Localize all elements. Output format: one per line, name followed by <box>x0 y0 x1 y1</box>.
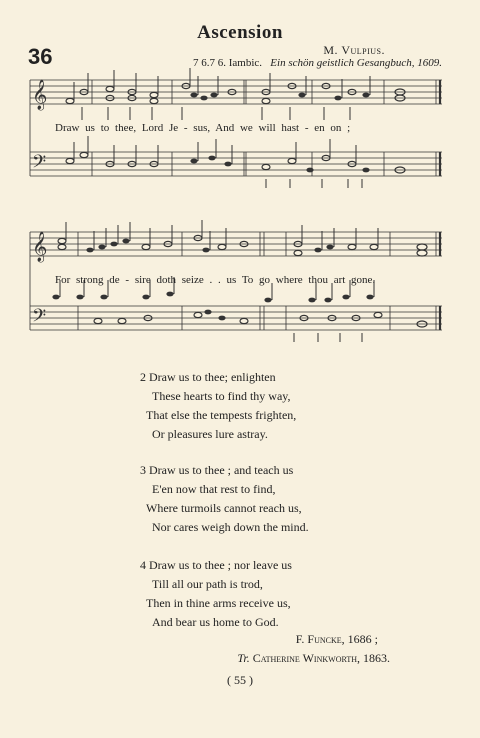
verse-line: And bear us home to God. <box>152 615 279 629</box>
lyrics-line-2: For strong de - sire doth seize . . us To go where thou art gone. <box>55 274 376 286</box>
verse-line: Then in thine arms receive us, <box>146 596 291 610</box>
svg-text:𝄢: 𝄢 <box>32 151 47 176</box>
verse-line: That else the tempests frighten, <box>146 408 297 422</box>
verse-line: Draw us to thee ; nor leave us <box>149 558 292 572</box>
author-credit: F. Funcke, 1686 ; <box>295 632 378 646</box>
verse-line: Till all our path is trod, <box>152 577 263 591</box>
composer-credit: M. Vulpius. <box>323 43 385 57</box>
verse-line: Where turmoils cannot reach us, <box>146 501 302 515</box>
verse-3 <box>140 461 309 537</box>
svg-text:𝄞: 𝄞 <box>32 232 48 261</box>
verse-line: Draw us to thee ; and teach us <box>149 463 294 477</box>
verse-number: 3 <box>140 463 146 477</box>
lyrics-line-1: Draw us to thee, Lord Je - sus, And we will hast - en on ; <box>55 122 351 134</box>
verse-2 <box>140 368 296 444</box>
translator-name: Catherine Winkworth, 1863. <box>252 651 390 665</box>
verse-line: These hearts to find thy way, <box>152 389 291 403</box>
meter-line <box>193 57 442 69</box>
hymn-number: 36 <box>28 44 53 69</box>
hymn-title: Ascension <box>197 22 283 43</box>
tune-source: Ein schön geistlich Gesangbuch, 1609. <box>270 57 442 69</box>
svg-text:𝄞: 𝄞 <box>32 80 48 109</box>
verse-line: Nor cares weigh down the mind. <box>152 520 309 534</box>
verse-line: Or pleasures lure astray. <box>152 427 268 441</box>
translator-prefix: Tr. <box>237 651 250 665</box>
verse-number: 2 <box>140 370 146 384</box>
page-number: ( 55 ) <box>227 673 253 687</box>
verse-line: E'en now that rest to find, <box>152 482 276 496</box>
meter: 7 6.7 6. Iambic. <box>193 57 263 69</box>
verse-number: 4 <box>140 558 146 572</box>
translator-credit <box>237 651 390 666</box>
verse-line: Draw us to thee; enlighten <box>149 370 276 384</box>
verse-4 <box>140 556 292 632</box>
svg-text:𝄢: 𝄢 <box>32 305 47 330</box>
